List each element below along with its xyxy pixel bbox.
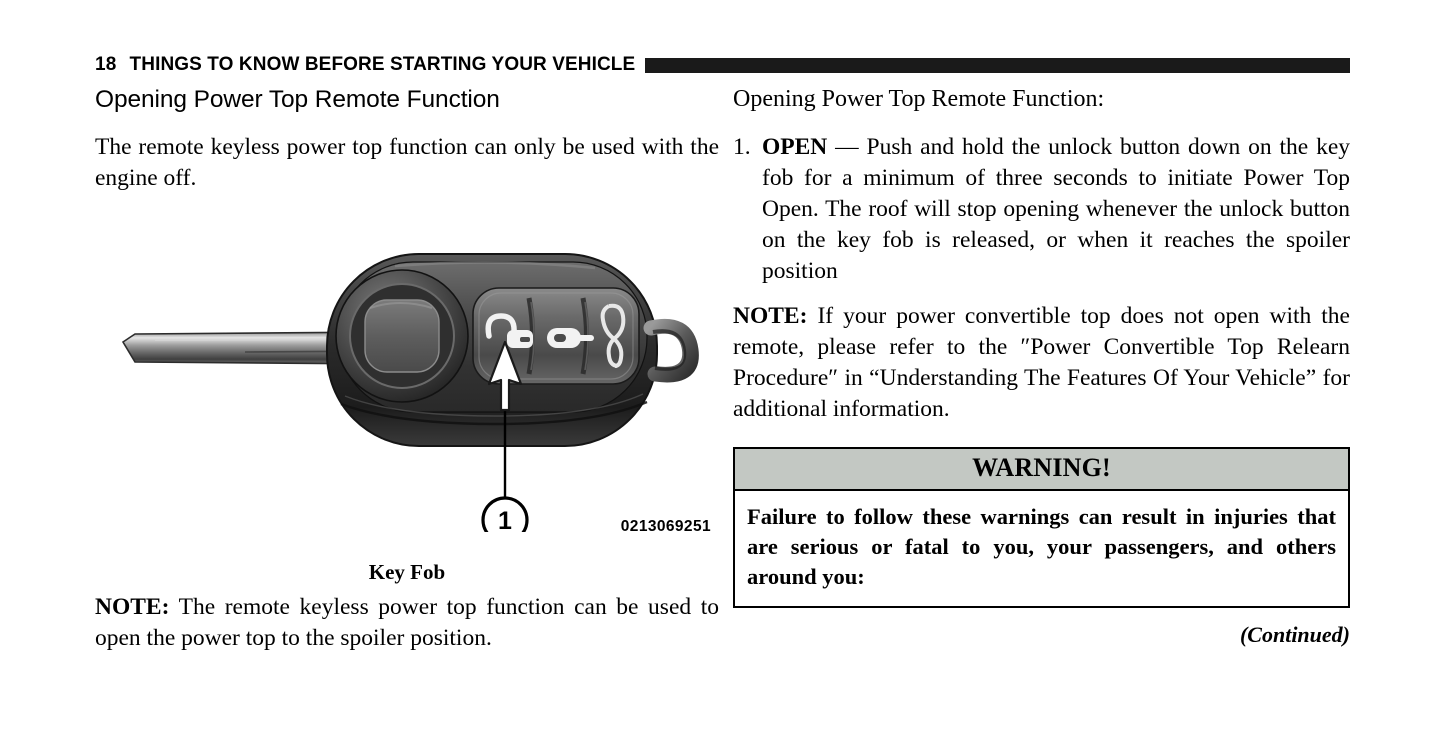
- left-note-label: NOTE:: [95, 594, 170, 620]
- page-number: 18: [95, 54, 117, 75]
- key-fob-figure: [95, 232, 719, 592]
- step-dash: —: [827, 133, 867, 160]
- step-text-wrap: [762, 132, 1350, 287]
- right-heading: Opening Power Top Remote Function:: [733, 86, 1105, 112]
- step-body-text: Push and hold the unlock button down on the key fob for a minimum of three seconds to initiate Power Top Open. The roof will stop opening whenever the unlock button on the key fob is released, or when it reaches the spoiler position: [762, 133, 1350, 284]
- warning-body: Failure to follow these warnings can result in injuries that are serious or fatal to you, your passengers, and others around you:: [747, 504, 1336, 589]
- chapter-title: THINGS TO KNOW BEFORE STARTING YOUR VEHICLE: [129, 54, 636, 75]
- header-rule: [645, 58, 1350, 73]
- step-lead-label: OPEN: [762, 133, 828, 160]
- right-note-label: NOTE:: [733, 302, 808, 329]
- page-header: [95, 52, 1350, 78]
- step-number: 1.: [733, 133, 751, 160]
- figure-caption: Key Fob: [368, 560, 446, 584]
- right-column: [733, 86, 1350, 439]
- step-item-1: [733, 132, 1350, 287]
- callout-number-text: 1: [498, 507, 512, 532]
- warning-title: WARNING!: [735, 449, 1348, 491]
- intro-paragraph: The remote keyless power top function can only be used with the engine off.: [95, 134, 719, 192]
- left-heading: Opening Power Top Remote Function: [95, 86, 500, 113]
- left-note-text: The remote keyless power top function can be used to open the power top to the spoiler position.: [95, 594, 719, 651]
- right-note-text: If your power convertible top does not open with the remote, please refer to the ″Power Convertible Top Relearn Procedure″ in “Understanding The Features Of Your Vehicle” for additional information.: [733, 302, 1350, 422]
- key-fob-illustration: [95, 232, 719, 532]
- fob-emblem: [336, 270, 468, 402]
- right-note: [733, 301, 1350, 425]
- figure-part-number: 0213069251: [620, 518, 711, 535]
- left-column: [95, 86, 719, 208]
- left-note: [95, 592, 719, 654]
- continued-label: (Continued): [1239, 622, 1350, 647]
- warning-box: [733, 447, 1350, 608]
